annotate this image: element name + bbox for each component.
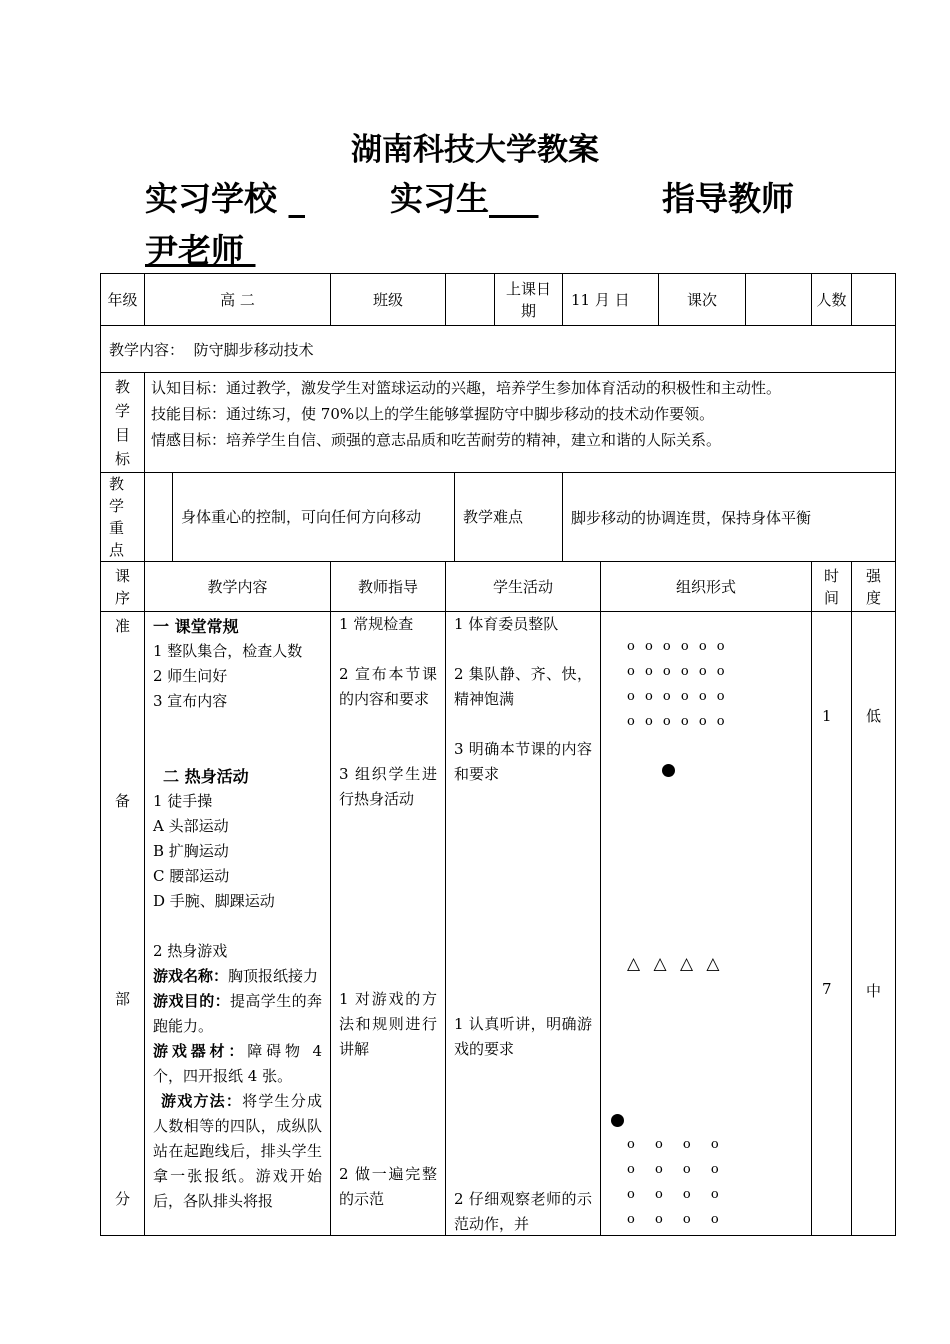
grade-value: 高 二 — [145, 274, 331, 326]
teacher-item: 1 常规检查 — [339, 615, 414, 633]
formation-row: o o o o o o — [627, 714, 728, 729]
guide-label: 指导教师 — [662, 179, 794, 218]
objectives-label: 教学目标 — [101, 373, 145, 473]
lesson-value — [746, 274, 812, 326]
content-item: C 腰部运动 — [153, 867, 230, 885]
order-char-4: 分 — [114, 1190, 130, 1208]
formation-row: o o o o o o — [627, 639, 728, 654]
time-cell — [812, 612, 852, 1236]
game-intro: 2 热身游戏 — [153, 942, 228, 960]
intensity-cell — [852, 612, 896, 1236]
student-item: 3 明确本节课的内容和要求 — [454, 740, 592, 783]
order-char-1: 准 — [114, 617, 130, 635]
teacher-item: 1 对游戏的方法和规则进行讲解 — [339, 990, 437, 1058]
content-label: 教学内容： — [109, 340, 185, 359]
formation-row: o o o o — [627, 1212, 727, 1227]
intensity-value: 中 — [866, 982, 882, 1000]
key-spacer — [145, 473, 173, 562]
teacher-cell — [331, 612, 446, 1236]
content-item: 1 徒手操 — [153, 792, 213, 810]
key-row — [101, 473, 896, 562]
content-value: 防守脚步移动技术 — [193, 340, 314, 359]
header-line-2 — [145, 228, 256, 274]
formation-row: o o o o o o — [627, 664, 728, 679]
student-cell — [446, 612, 601, 1236]
content-item: D 手腕、脚踝运动 — [153, 892, 275, 910]
formation-row: o o o o — [627, 1137, 727, 1152]
col-teacher: 教师指导 — [331, 562, 446, 612]
guide-name: 尹老师 — [145, 231, 244, 270]
student-item: 1 认真听讲，明确游戏的要求 — [454, 1015, 592, 1058]
date-value: 11 月 日 — [563, 274, 659, 326]
time-value: 1 — [822, 707, 832, 725]
page-title: 湖南科技大学教案 — [351, 132, 599, 168]
content-item: A 头部运动 — [153, 817, 229, 835]
order-char-2: 备 — [114, 792, 130, 810]
order-cell — [101, 612, 145, 1236]
column-header-row — [101, 562, 896, 612]
info-row — [101, 274, 896, 326]
intensity-value: 低 — [866, 707, 882, 725]
student-item: 1 体育委员整队 — [454, 615, 559, 633]
class-value — [446, 274, 495, 326]
formation-row: o o o o — [627, 1162, 727, 1177]
objective-cognitive: 认知目标：通过教学，激发学生对篮球运动的兴趣，培养学生参加体育活动的积极性和主动性。 — [151, 379, 782, 397]
col-intensity: 强度 — [852, 562, 896, 612]
col-student: 学生活动 — [446, 562, 601, 612]
teacher-item: 2 宣布本节课的内容和要求 — [339, 665, 437, 708]
student-item: 2 集队静、齐、快，精神饱满 — [454, 665, 592, 708]
key-value: 身体重心的控制，可向任何方向移动 — [173, 473, 455, 562]
teacher-dot-icon — [611, 1114, 624, 1127]
formation-row: o o o o o o — [627, 689, 728, 704]
objectives-row — [101, 373, 896, 473]
lesson-label: 课次 — [659, 274, 746, 326]
count-label: 人数 — [812, 274, 852, 326]
content-item: 1 整队集合，检查人数 — [153, 642, 303, 660]
game-method: 游戏方法：将学生分成人数相等的四队，成纵队站在起跑线后，排头学生拿一张报纸。游戏开始后，各队排头将报 — [153, 1092, 322, 1210]
student-label: 实习生___ — [390, 179, 539, 218]
content-item: B 扩胸运动 — [153, 842, 229, 860]
game-name: 游戏名称：胸顶报纸接力 — [153, 967, 319, 985]
obstacle-triangles: △ △ △ △ — [627, 954, 724, 974]
grade-label: 年级 — [101, 274, 145, 326]
objective-emotion: 情感目标：培养学生自信、顽强的意志品质和吃苦耐劳的精神，建立和谐的人际关系。 — [151, 431, 722, 449]
teacher-item: 3 组织学生进行热身活动 — [339, 765, 437, 808]
difficulty-label: 教学难点 — [455, 473, 563, 562]
content-cell — [145, 612, 331, 1236]
game-equipment: 游戏器材：障碍物 4 个，四开报纸 4 张。 — [153, 1042, 322, 1085]
objectives-content — [145, 373, 896, 473]
preparation-section-row — [101, 612, 896, 1236]
game-purpose: 游戏目的：提高学生的奔跑能力。 — [153, 992, 322, 1035]
section-1-title: 一 课堂常规 — [153, 617, 239, 636]
difficulty-value: 脚步移动的协调连贯，保持身体平衡 — [563, 473, 896, 562]
time-value: 7 — [822, 980, 832, 998]
date-label: 上课日期 — [495, 274, 563, 326]
col-org: 组织形式 — [601, 562, 812, 612]
col-content: 教学内容 — [145, 562, 331, 612]
order-char-3: 部 — [114, 990, 130, 1008]
content-item: 2 师生问好 — [153, 667, 228, 685]
class-label: 班级 — [331, 274, 446, 326]
school-label: 实习学校 _ — [145, 179, 305, 218]
section-2-title: 二 热身活动 — [163, 767, 249, 786]
formation-row: o o o o — [627, 1187, 727, 1202]
key-label: 教学重点 — [101, 473, 145, 562]
content-item: 3 宣布内容 — [153, 692, 228, 710]
objective-skill: 技能目标：通过练习，使 70%以上的学生能够掌握防守中脚步移动的技术动作要领。 — [151, 405, 715, 423]
col-time: 时间 — [812, 562, 852, 612]
teacher-dot-icon — [662, 764, 675, 777]
count-value — [852, 274, 896, 326]
teaching-content — [101, 326, 896, 373]
content-row — [101, 326, 896, 373]
student-item: 2 仔细观察老师的示范动作，并 — [454, 1190, 592, 1233]
col-order: 课序 — [101, 562, 145, 612]
teacher-item: 2 做一遍完整的示范 — [339, 1165, 437, 1208]
org-cell — [601, 612, 812, 1236]
lesson-plan-table — [100, 273, 896, 1236]
